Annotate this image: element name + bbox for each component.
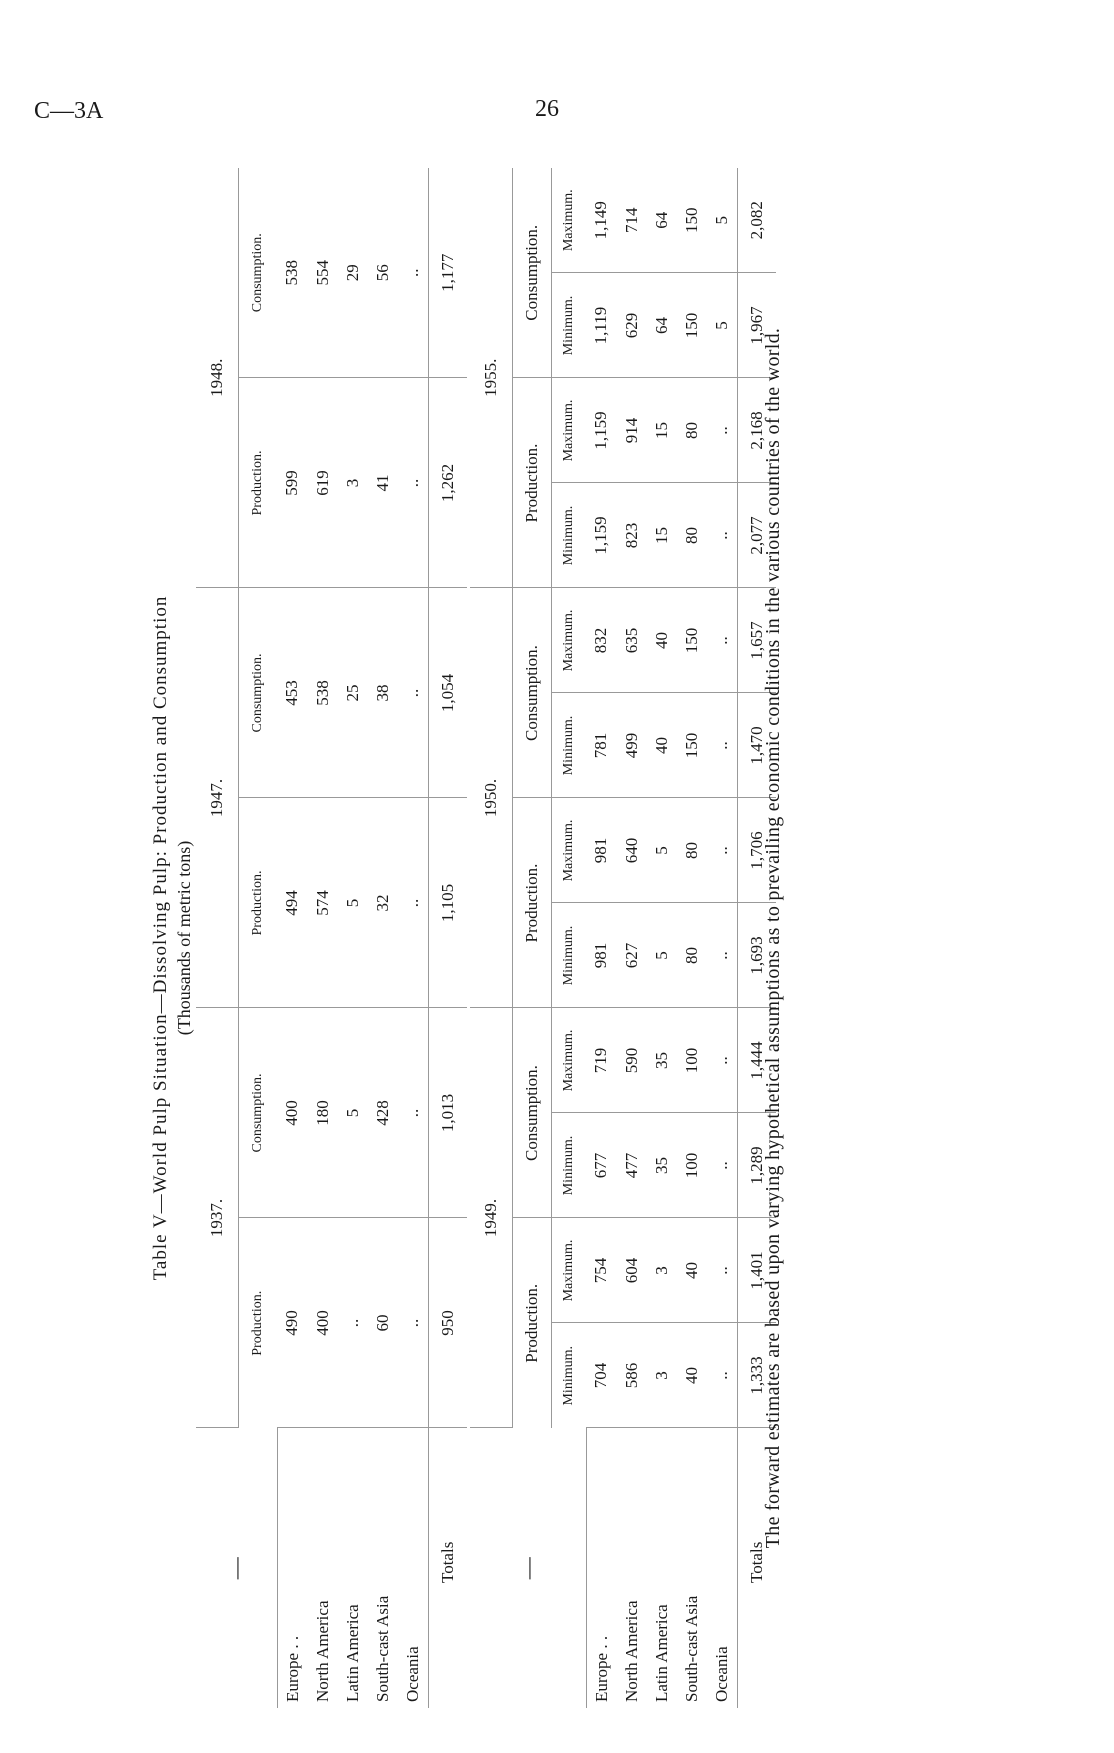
table-caption	[150, 168, 195, 1708]
table-row	[368, 168, 398, 1708]
table-cell: 40	[677, 1218, 707, 1323]
table-row	[707, 168, 738, 1708]
table-cell: 41	[368, 378, 398, 588]
stub-dash: —	[470, 1428, 586, 1708]
row-label: Europe . .	[282, 1635, 302, 1702]
table-cell: 981	[586, 798, 617, 903]
total-cell: 1,262	[428, 378, 467, 588]
subcolumn-header: Maximum.	[552, 378, 587, 483]
year-header: 1937.	[196, 1008, 239, 1428]
total-cell: 2,077	[737, 483, 776, 588]
table-cell: 40	[647, 588, 677, 693]
year-header: 1950.	[470, 588, 513, 1008]
table-cell: 832	[586, 588, 617, 693]
table-cell: 823	[617, 483, 647, 588]
row-label: Oceania	[711, 1646, 731, 1702]
table-cell: 29	[338, 168, 368, 378]
table-cell: 599	[277, 378, 308, 588]
totals-label: Totals	[737, 1428, 776, 1708]
row-label: Europe . .	[591, 1635, 611, 1702]
row-label: South-cast Asia	[372, 1595, 392, 1702]
subcolumn-header: Maximum.	[552, 798, 587, 903]
column-header: Consumption.	[239, 1008, 278, 1218]
total-cell: 1,470	[737, 693, 776, 798]
table-cell: ..	[707, 483, 738, 588]
table-cell: 914	[617, 378, 647, 483]
group-header: Consumption.	[513, 168, 552, 378]
table-cell: 494	[277, 798, 308, 1008]
total-cell: 950	[428, 1218, 467, 1428]
totals-row	[428, 168, 467, 1708]
subcolumn-header: Minimum.	[552, 1113, 587, 1218]
table-cell: 781	[586, 693, 617, 798]
row-label: South-cast Asia	[681, 1595, 701, 1702]
row-label: Latin America	[651, 1604, 671, 1702]
year-header: 1955.	[470, 168, 513, 588]
table-cell: 80	[677, 378, 707, 483]
subcolumn-header: Maximum.	[552, 588, 587, 693]
table-cell: 3	[647, 1218, 677, 1323]
column-header: Production.	[239, 378, 278, 588]
table-cell: 80	[677, 483, 707, 588]
table-cell: 719	[586, 1008, 617, 1113]
table-row	[586, 168, 617, 1708]
table-cell: 15	[647, 483, 677, 588]
table-row	[338, 168, 368, 1708]
footnote: The forward estimates are based upon varying hypothetical assumptions as to prevailing economic conditions in the various countries of the world.	[762, 327, 784, 1549]
table-cell: 150	[677, 168, 707, 273]
table-cell: 586	[617, 1323, 647, 1428]
column-header: Consumption.	[239, 588, 278, 798]
table-cell: 5	[707, 273, 738, 378]
column-header: Production.	[239, 798, 278, 1008]
table-cell: ..	[398, 1218, 429, 1428]
table-cell: ..	[707, 693, 738, 798]
table-cell: ..	[338, 1218, 368, 1428]
table-cell: 180	[308, 1008, 338, 1218]
total-cell: 1,401	[737, 1218, 776, 1323]
table-cell: ..	[707, 1218, 738, 1323]
row-label: North America	[621, 1600, 641, 1702]
table-cell: 754	[586, 1218, 617, 1323]
table-cell: 704	[586, 1323, 617, 1428]
row-label: Latin America	[342, 1604, 362, 1702]
table-cell: 400	[308, 1218, 338, 1428]
table-cell: 5	[647, 903, 677, 1008]
document-reference: C—3A	[34, 98, 104, 124]
group-header: Production.	[513, 798, 552, 1008]
year-header: 1948.	[196, 168, 239, 588]
table-cell: ..	[398, 798, 429, 1008]
table-cell: 15	[647, 378, 677, 483]
table-cell: 574	[308, 798, 338, 1008]
table-cell: ..	[707, 588, 738, 693]
total-cell: 1,289	[737, 1113, 776, 1218]
table-row	[677, 168, 707, 1708]
table-cell: 25	[338, 588, 368, 798]
total-cell: 1,177	[428, 168, 467, 378]
table-cell: 453	[277, 588, 308, 798]
subcolumn-header: Maximum.	[552, 1218, 587, 1323]
table-row	[308, 168, 338, 1708]
table-cell: 3	[647, 1323, 677, 1428]
table-part-2-body	[586, 168, 776, 1708]
table-cell: ..	[707, 1113, 738, 1218]
total-cell: 1,013	[428, 1008, 467, 1218]
table-row	[398, 168, 429, 1708]
group-header: Production.	[513, 378, 552, 588]
table-cell: 150	[677, 693, 707, 798]
table-cell: 5	[338, 1008, 368, 1218]
total-cell: 1,444	[737, 1008, 776, 1113]
total-cell: 1,693	[737, 903, 776, 1008]
table-cell: 150	[677, 588, 707, 693]
table-cell: 100	[677, 1113, 707, 1218]
table-cell: ..	[707, 378, 738, 483]
total-cell: 1,333	[737, 1323, 776, 1428]
stub-dash: —	[196, 1428, 277, 1708]
total-cell: 1,054	[428, 588, 467, 798]
year-header: 1949.	[470, 1008, 513, 1428]
table-cell: 538	[277, 168, 308, 378]
table-row	[277, 168, 308, 1708]
subcolumn-header: Maximum.	[552, 1008, 587, 1113]
table-title: Table V—World Pulp Situation—Dissolving Pulp: Production and Consumption	[150, 595, 171, 1281]
table-cell: 590	[617, 1008, 647, 1113]
total-cell: 2,082	[737, 168, 776, 273]
column-header: Production.	[250, 1290, 265, 1356]
table-cell: 40	[677, 1323, 707, 1428]
table-cell: 40	[647, 693, 677, 798]
table-cell: 35	[647, 1113, 677, 1218]
group-header: Production.	[522, 1283, 541, 1363]
table-cell: 32	[368, 798, 398, 1008]
group-header: Consumption.	[513, 1008, 552, 1218]
table-cell: 629	[617, 273, 647, 378]
table-part-1	[196, 168, 467, 1708]
table-cell: 677	[586, 1113, 617, 1218]
table-cell: 64	[647, 168, 677, 273]
table-cell: 5	[707, 168, 738, 273]
table-cell: 100	[677, 1008, 707, 1113]
table-cell: ..	[707, 903, 738, 1008]
table-cell: 3	[338, 378, 368, 588]
subcolumn-header: Minimum.	[552, 483, 587, 588]
table-cell: 714	[617, 168, 647, 273]
totals-label: Totals	[428, 1428, 467, 1708]
total-cell: 2,168	[737, 378, 776, 483]
table-cell: 64	[647, 273, 677, 378]
rotated-table-block	[140, 168, 1000, 1708]
page-number: 26	[535, 96, 559, 122]
total-cell: 1,657	[737, 588, 776, 693]
table-cell: 619	[308, 378, 338, 588]
total-cell: 1,967	[737, 273, 776, 378]
table-cell: 56	[368, 168, 398, 378]
total-cell: 1,105	[428, 798, 467, 1008]
table-part-1-body	[277, 168, 467, 1708]
table-cell: ..	[398, 378, 429, 588]
table-cell: ..	[707, 1008, 738, 1113]
table-row	[647, 168, 677, 1708]
table-cell: ..	[707, 798, 738, 903]
column-header: Consumption.	[239, 168, 278, 378]
table-row	[617, 168, 647, 1708]
table-cell: 60	[368, 1218, 398, 1428]
table-cell: 627	[617, 903, 647, 1008]
table-cell: 490	[277, 1218, 308, 1428]
subcolumn-header: Maximum.	[552, 168, 587, 273]
table-cell: 80	[677, 903, 707, 1008]
table-cell: 35	[647, 1008, 677, 1113]
table-cell: 1,159	[586, 483, 617, 588]
subcolumn-header: Minimum.	[552, 903, 587, 1008]
table-cell: 554	[308, 168, 338, 378]
table-cell: ..	[398, 1008, 429, 1218]
table-cell: ..	[707, 1323, 738, 1428]
row-label: North America	[312, 1600, 332, 1702]
table-cell: ..	[398, 588, 429, 798]
table-cell: 604	[617, 1218, 647, 1323]
table-cell: 1,159	[586, 378, 617, 483]
table-part-2	[470, 168, 776, 1708]
table-cell: 981	[586, 903, 617, 1008]
row-label: Oceania	[402, 1646, 422, 1702]
table-cell: 477	[617, 1113, 647, 1218]
table-cell: 1,119	[586, 273, 617, 378]
table-cell: 38	[368, 588, 398, 798]
table-cell: 499	[617, 693, 647, 798]
table-cell: 5	[647, 798, 677, 903]
table-cell: 635	[617, 588, 647, 693]
subcolumn-header: Minimum.	[552, 273, 587, 378]
table-cell: 428	[368, 1008, 398, 1218]
table-cell: 150	[677, 273, 707, 378]
table-cell: 538	[308, 588, 338, 798]
subcolumn-header: Minimum.	[552, 693, 587, 798]
table-cell: 400	[277, 1008, 308, 1218]
table-cell: 1,149	[586, 168, 617, 273]
group-header: Consumption.	[513, 588, 552, 798]
table-cell: ..	[398, 168, 429, 378]
table-subtitle: (Thousands of metric tons)	[174, 840, 194, 1036]
year-header: 1947.	[196, 588, 239, 1008]
table-cell: 5	[338, 798, 368, 1008]
table-cell: 80	[677, 798, 707, 903]
total-cell: 1,706	[737, 798, 776, 903]
table-cell: 640	[617, 798, 647, 903]
subcolumn-header: Minimum.	[552, 1323, 587, 1428]
